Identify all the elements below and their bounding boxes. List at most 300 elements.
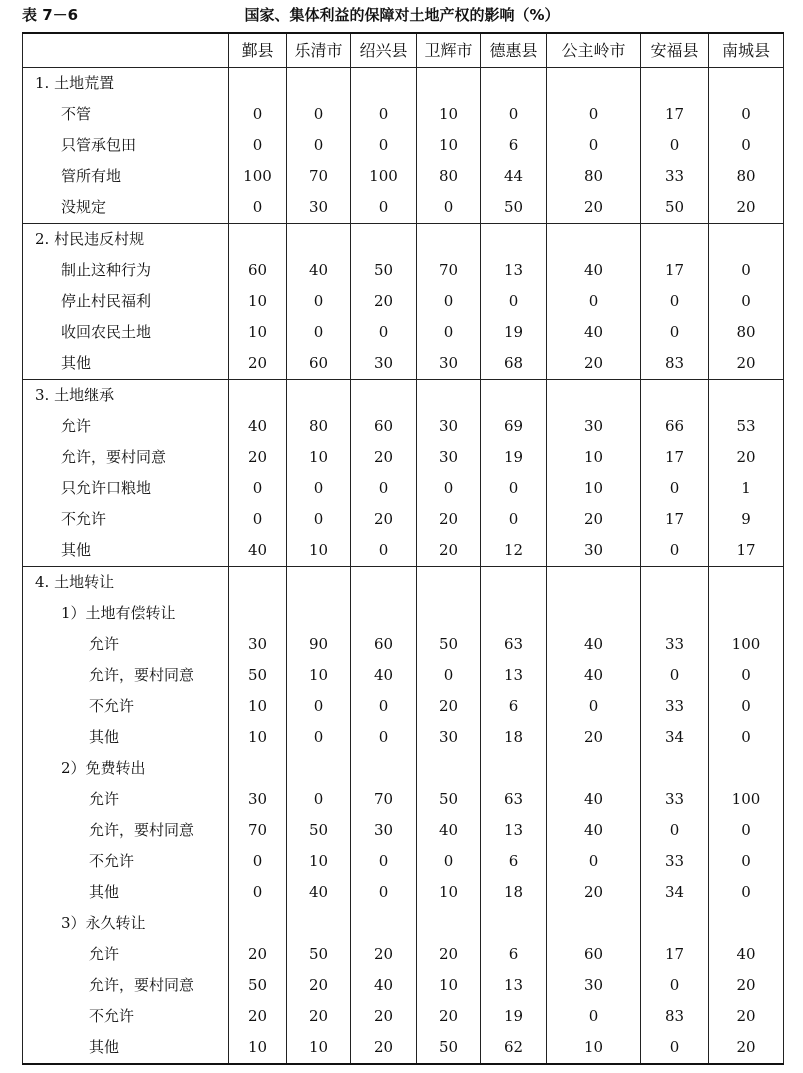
table-row bbox=[23, 411, 784, 442]
value-cell: 0 bbox=[287, 130, 351, 161]
value-cell: 10 bbox=[229, 691, 287, 722]
value-cell bbox=[481, 908, 547, 939]
value-cell: 10 bbox=[417, 877, 481, 908]
value-cell bbox=[641, 753, 709, 784]
value-cell: 17 bbox=[641, 939, 709, 970]
value-cell: 10 bbox=[229, 286, 287, 317]
row-label: 收回农民土地 bbox=[23, 317, 229, 348]
value-cell: 0 bbox=[709, 722, 784, 753]
value-cell: 10 bbox=[229, 317, 287, 348]
value-cell: 20 bbox=[229, 939, 287, 970]
subsection-row bbox=[23, 753, 784, 784]
value-cell: 63 bbox=[481, 784, 547, 815]
value-cell: 60 bbox=[547, 939, 641, 970]
value-cell: 17 bbox=[641, 504, 709, 535]
value-cell bbox=[287, 598, 351, 629]
row-label: 只允许口粮地 bbox=[23, 473, 229, 504]
value-cell: 0 bbox=[547, 691, 641, 722]
value-cell: 0 bbox=[547, 286, 641, 317]
value-cell: 100 bbox=[351, 161, 417, 192]
value-cell: 0 bbox=[547, 130, 641, 161]
value-cell: 0 bbox=[229, 877, 287, 908]
value-cell: 20 bbox=[547, 722, 641, 753]
value-cell: 30 bbox=[351, 348, 417, 380]
value-cell: 90 bbox=[287, 629, 351, 660]
value-cell: 50 bbox=[229, 660, 287, 691]
value-cell bbox=[351, 380, 417, 412]
value-cell: 20 bbox=[417, 939, 481, 970]
value-cell: 0 bbox=[287, 722, 351, 753]
value-cell bbox=[229, 598, 287, 629]
value-cell: 0 bbox=[351, 722, 417, 753]
value-cell: 60 bbox=[351, 629, 417, 660]
value-cell bbox=[547, 753, 641, 784]
value-cell: 0 bbox=[417, 192, 481, 224]
value-cell bbox=[351, 68, 417, 100]
value-cell: 68 bbox=[481, 348, 547, 380]
subsection-row bbox=[23, 598, 784, 629]
value-cell: 10 bbox=[417, 99, 481, 130]
value-cell: 20 bbox=[709, 1001, 784, 1032]
value-cell: 60 bbox=[287, 348, 351, 380]
section-header-row bbox=[23, 68, 784, 100]
section-header-row bbox=[23, 567, 784, 599]
value-cell: 0 bbox=[641, 970, 709, 1001]
value-cell: 9 bbox=[709, 504, 784, 535]
value-cell: 10 bbox=[287, 535, 351, 567]
value-cell bbox=[287, 567, 351, 599]
value-cell bbox=[481, 224, 547, 256]
value-cell: 30 bbox=[417, 442, 481, 473]
column-header: 卫辉市 bbox=[417, 33, 481, 68]
value-cell bbox=[641, 380, 709, 412]
table-title: 国家、集体利益的保障对土地产权的影响（%） bbox=[244, 6, 560, 24]
value-cell: 0 bbox=[547, 99, 641, 130]
value-cell: 17 bbox=[641, 99, 709, 130]
value-cell bbox=[351, 908, 417, 939]
value-cell: 20 bbox=[709, 442, 784, 473]
value-cell: 30 bbox=[287, 192, 351, 224]
value-cell: 40 bbox=[351, 970, 417, 1001]
value-cell bbox=[709, 380, 784, 412]
value-cell: 0 bbox=[417, 473, 481, 504]
value-cell: 80 bbox=[287, 411, 351, 442]
value-cell: 1 bbox=[709, 473, 784, 504]
value-cell: 80 bbox=[709, 161, 784, 192]
value-cell: 20 bbox=[287, 1001, 351, 1032]
value-cell: 20 bbox=[417, 1001, 481, 1032]
row-label: 制止这种行为 bbox=[23, 255, 229, 286]
value-cell: 0 bbox=[351, 99, 417, 130]
row-label: 允许，要村同意 bbox=[23, 970, 229, 1001]
value-cell bbox=[287, 380, 351, 412]
value-cell: 0 bbox=[351, 691, 417, 722]
row-label: 不管 bbox=[23, 99, 229, 130]
value-cell: 40 bbox=[417, 815, 481, 846]
table-row bbox=[23, 161, 784, 192]
value-cell bbox=[709, 68, 784, 100]
value-cell: 20 bbox=[351, 1001, 417, 1032]
subsection-row bbox=[23, 908, 784, 939]
value-cell: 20 bbox=[351, 504, 417, 535]
value-cell bbox=[417, 68, 481, 100]
value-cell bbox=[481, 380, 547, 412]
value-cell: 0 bbox=[641, 286, 709, 317]
value-cell bbox=[709, 224, 784, 256]
row-label: 允许，要村同意 bbox=[23, 815, 229, 846]
value-cell: 33 bbox=[641, 161, 709, 192]
value-cell: 0 bbox=[709, 815, 784, 846]
value-cell bbox=[351, 753, 417, 784]
value-cell bbox=[481, 598, 547, 629]
value-cell: 0 bbox=[709, 877, 784, 908]
row-label: 管所有地 bbox=[23, 161, 229, 192]
table-row bbox=[23, 877, 784, 908]
value-cell: 40 bbox=[547, 255, 641, 286]
value-cell: 40 bbox=[351, 660, 417, 691]
value-cell bbox=[229, 567, 287, 599]
table-row bbox=[23, 504, 784, 535]
row-label: 2. 村民违反村规 bbox=[23, 224, 229, 256]
value-cell bbox=[641, 567, 709, 599]
table-row bbox=[23, 192, 784, 224]
value-cell: 10 bbox=[417, 970, 481, 1001]
column-header: 南城县 bbox=[709, 33, 784, 68]
value-cell: 0 bbox=[641, 660, 709, 691]
value-cell bbox=[287, 753, 351, 784]
value-cell: 13 bbox=[481, 255, 547, 286]
value-cell: 70 bbox=[287, 161, 351, 192]
value-cell: 6 bbox=[481, 846, 547, 877]
value-cell: 0 bbox=[287, 473, 351, 504]
row-label: 4. 土地转让 bbox=[23, 567, 229, 599]
table-row bbox=[23, 442, 784, 473]
value-cell: 0 bbox=[641, 1032, 709, 1064]
value-cell bbox=[351, 598, 417, 629]
value-cell: 34 bbox=[641, 722, 709, 753]
value-cell: 0 bbox=[547, 1001, 641, 1032]
row-label: 允许，要村同意 bbox=[23, 442, 229, 473]
value-cell: 0 bbox=[351, 877, 417, 908]
value-cell: 6 bbox=[481, 939, 547, 970]
value-cell: 0 bbox=[417, 660, 481, 691]
row-label: 不允许 bbox=[23, 1001, 229, 1032]
value-cell: 50 bbox=[417, 784, 481, 815]
value-cell: 40 bbox=[229, 411, 287, 442]
value-cell: 0 bbox=[481, 286, 547, 317]
data-table bbox=[22, 32, 784, 1065]
table-row bbox=[23, 286, 784, 317]
value-cell: 70 bbox=[351, 784, 417, 815]
value-cell: 0 bbox=[229, 130, 287, 161]
value-cell: 83 bbox=[641, 1001, 709, 1032]
row-label: 允许 bbox=[23, 629, 229, 660]
value-cell bbox=[229, 68, 287, 100]
value-cell: 0 bbox=[709, 691, 784, 722]
value-cell bbox=[547, 68, 641, 100]
value-cell: 20 bbox=[709, 970, 784, 1001]
column-header: 乐清市 bbox=[287, 33, 351, 68]
value-cell: 0 bbox=[709, 846, 784, 877]
header-cell-blank bbox=[23, 33, 229, 68]
value-cell: 0 bbox=[287, 317, 351, 348]
row-label: 3）永久转让 bbox=[23, 908, 229, 939]
value-cell: 13 bbox=[481, 660, 547, 691]
value-cell: 33 bbox=[641, 846, 709, 877]
value-cell bbox=[547, 598, 641, 629]
value-cell: 10 bbox=[417, 130, 481, 161]
value-cell: 0 bbox=[287, 99, 351, 130]
section-header-row bbox=[23, 224, 784, 256]
table-row bbox=[23, 691, 784, 722]
table-row bbox=[23, 473, 784, 504]
value-cell: 0 bbox=[351, 192, 417, 224]
value-cell bbox=[709, 908, 784, 939]
value-cell bbox=[641, 908, 709, 939]
value-cell: 40 bbox=[229, 535, 287, 567]
row-label: 没规定 bbox=[23, 192, 229, 224]
value-cell: 0 bbox=[351, 473, 417, 504]
value-cell: 50 bbox=[287, 939, 351, 970]
value-cell: 20 bbox=[547, 348, 641, 380]
section-header-row bbox=[23, 380, 784, 412]
value-cell: 34 bbox=[641, 877, 709, 908]
value-cell: 0 bbox=[287, 691, 351, 722]
value-cell: 0 bbox=[641, 815, 709, 846]
value-cell bbox=[287, 224, 351, 256]
value-cell: 10 bbox=[287, 442, 351, 473]
table-row bbox=[23, 1032, 784, 1064]
value-cell: 13 bbox=[481, 815, 547, 846]
value-cell: 80 bbox=[547, 161, 641, 192]
value-cell: 20 bbox=[709, 348, 784, 380]
value-cell: 10 bbox=[287, 1032, 351, 1064]
table-row bbox=[23, 255, 784, 286]
value-cell: 30 bbox=[229, 784, 287, 815]
value-cell: 30 bbox=[547, 535, 641, 567]
value-cell bbox=[641, 224, 709, 256]
value-cell: 40 bbox=[547, 629, 641, 660]
value-cell: 20 bbox=[351, 286, 417, 317]
value-cell: 19 bbox=[481, 317, 547, 348]
value-cell: 18 bbox=[481, 722, 547, 753]
row-label: 允许 bbox=[23, 939, 229, 970]
value-cell: 0 bbox=[287, 286, 351, 317]
column-header: 绍兴县 bbox=[351, 33, 417, 68]
row-label: 其他 bbox=[23, 348, 229, 380]
value-cell: 50 bbox=[287, 815, 351, 846]
value-cell: 20 bbox=[417, 691, 481, 722]
value-cell: 100 bbox=[709, 629, 784, 660]
row-label: 不允许 bbox=[23, 846, 229, 877]
row-label: 其他 bbox=[23, 877, 229, 908]
value-cell: 0 bbox=[481, 504, 547, 535]
value-cell: 17 bbox=[641, 255, 709, 286]
value-cell: 30 bbox=[547, 970, 641, 1001]
value-cell: 20 bbox=[547, 192, 641, 224]
value-cell: 30 bbox=[417, 348, 481, 380]
value-cell: 80 bbox=[709, 317, 784, 348]
value-cell: 30 bbox=[547, 411, 641, 442]
value-cell: 10 bbox=[229, 722, 287, 753]
value-cell bbox=[481, 68, 547, 100]
value-cell: 50 bbox=[481, 192, 547, 224]
value-cell: 0 bbox=[417, 286, 481, 317]
value-cell: 40 bbox=[287, 877, 351, 908]
value-cell: 83 bbox=[641, 348, 709, 380]
value-cell bbox=[547, 908, 641, 939]
column-header: 安福县 bbox=[641, 33, 709, 68]
value-cell bbox=[547, 380, 641, 412]
value-cell: 0 bbox=[351, 535, 417, 567]
value-cell: 30 bbox=[417, 722, 481, 753]
value-cell: 20 bbox=[229, 1001, 287, 1032]
value-cell: 40 bbox=[547, 317, 641, 348]
value-cell bbox=[709, 598, 784, 629]
value-cell bbox=[351, 567, 417, 599]
table-row bbox=[23, 660, 784, 691]
value-cell: 20 bbox=[351, 1032, 417, 1064]
value-cell: 20 bbox=[417, 535, 481, 567]
table-row bbox=[23, 317, 784, 348]
table-row bbox=[23, 99, 784, 130]
value-cell: 10 bbox=[287, 660, 351, 691]
column-header: 公主岭市 bbox=[547, 33, 641, 68]
value-cell: 0 bbox=[481, 473, 547, 504]
table-row bbox=[23, 130, 784, 161]
value-cell: 50 bbox=[351, 255, 417, 286]
value-cell bbox=[229, 224, 287, 256]
table-body bbox=[23, 68, 784, 1065]
value-cell: 0 bbox=[709, 99, 784, 130]
value-cell bbox=[709, 567, 784, 599]
table-row bbox=[23, 1001, 784, 1032]
value-cell: 69 bbox=[481, 411, 547, 442]
value-cell bbox=[417, 380, 481, 412]
value-cell: 0 bbox=[287, 784, 351, 815]
value-cell: 40 bbox=[547, 660, 641, 691]
value-cell bbox=[351, 224, 417, 256]
value-cell: 20 bbox=[547, 504, 641, 535]
value-cell: 20 bbox=[547, 877, 641, 908]
value-cell: 40 bbox=[709, 939, 784, 970]
value-cell bbox=[417, 753, 481, 784]
value-cell: 30 bbox=[417, 411, 481, 442]
value-cell: 12 bbox=[481, 535, 547, 567]
value-cell: 0 bbox=[229, 473, 287, 504]
value-cell: 0 bbox=[709, 660, 784, 691]
value-cell: 13 bbox=[481, 970, 547, 1001]
value-cell: 50 bbox=[417, 629, 481, 660]
value-cell: 17 bbox=[709, 535, 784, 567]
value-cell: 53 bbox=[709, 411, 784, 442]
row-label: 1）土地有偿转让 bbox=[23, 598, 229, 629]
header-row bbox=[23, 33, 784, 68]
column-header: 鄞县 bbox=[229, 33, 287, 68]
value-cell bbox=[229, 753, 287, 784]
row-label: 允许 bbox=[23, 784, 229, 815]
value-cell: 33 bbox=[641, 629, 709, 660]
value-cell: 70 bbox=[229, 815, 287, 846]
value-cell: 0 bbox=[229, 846, 287, 877]
value-cell: 0 bbox=[641, 473, 709, 504]
value-cell: 0 bbox=[351, 317, 417, 348]
value-cell bbox=[709, 753, 784, 784]
value-cell: 70 bbox=[417, 255, 481, 286]
value-cell: 0 bbox=[417, 317, 481, 348]
value-cell: 0 bbox=[641, 535, 709, 567]
value-cell: 0 bbox=[351, 846, 417, 877]
value-cell: 60 bbox=[229, 255, 287, 286]
table-row bbox=[23, 629, 784, 660]
value-cell: 0 bbox=[287, 504, 351, 535]
value-cell: 33 bbox=[641, 784, 709, 815]
value-cell bbox=[229, 908, 287, 939]
value-cell: 19 bbox=[481, 442, 547, 473]
value-cell: 0 bbox=[709, 255, 784, 286]
table-caption bbox=[22, 2, 782, 28]
value-cell bbox=[641, 598, 709, 629]
row-label: 不允许 bbox=[23, 504, 229, 535]
value-cell: 66 bbox=[641, 411, 709, 442]
value-cell bbox=[547, 567, 641, 599]
table-number: 表 7－6 bbox=[22, 6, 79, 24]
value-cell: 50 bbox=[417, 1032, 481, 1064]
value-cell: 0 bbox=[229, 99, 287, 130]
value-cell: 19 bbox=[481, 1001, 547, 1032]
value-cell: 0 bbox=[709, 286, 784, 317]
value-cell: 20 bbox=[709, 1032, 784, 1064]
row-label: 不允许 bbox=[23, 691, 229, 722]
value-cell bbox=[287, 908, 351, 939]
value-cell bbox=[229, 380, 287, 412]
value-cell: 20 bbox=[229, 442, 287, 473]
value-cell: 0 bbox=[229, 192, 287, 224]
value-cell: 0 bbox=[547, 846, 641, 877]
value-cell: 100 bbox=[229, 161, 287, 192]
value-cell: 40 bbox=[547, 815, 641, 846]
value-cell: 10 bbox=[547, 1032, 641, 1064]
value-cell bbox=[417, 224, 481, 256]
value-cell: 80 bbox=[417, 161, 481, 192]
value-cell: 33 bbox=[641, 691, 709, 722]
value-cell: 30 bbox=[351, 815, 417, 846]
table-row bbox=[23, 535, 784, 567]
value-cell: 40 bbox=[547, 784, 641, 815]
value-cell: 30 bbox=[229, 629, 287, 660]
value-cell bbox=[417, 908, 481, 939]
value-cell: 10 bbox=[287, 846, 351, 877]
value-cell: 0 bbox=[229, 504, 287, 535]
value-cell: 0 bbox=[641, 317, 709, 348]
row-label: 其他 bbox=[23, 1032, 229, 1064]
row-label: 停止村民福利 bbox=[23, 286, 229, 317]
value-cell: 62 bbox=[481, 1032, 547, 1064]
table-row bbox=[23, 939, 784, 970]
table-row bbox=[23, 722, 784, 753]
row-label: 允许 bbox=[23, 411, 229, 442]
row-label: 只管承包田 bbox=[23, 130, 229, 161]
value-cell: 20 bbox=[287, 970, 351, 1001]
value-cell: 10 bbox=[547, 442, 641, 473]
row-label: 2）免费转出 bbox=[23, 753, 229, 784]
table-row bbox=[23, 846, 784, 877]
value-cell: 20 bbox=[417, 504, 481, 535]
value-cell bbox=[417, 567, 481, 599]
table-row bbox=[23, 348, 784, 380]
value-cell: 50 bbox=[641, 192, 709, 224]
value-cell: 0 bbox=[481, 99, 547, 130]
